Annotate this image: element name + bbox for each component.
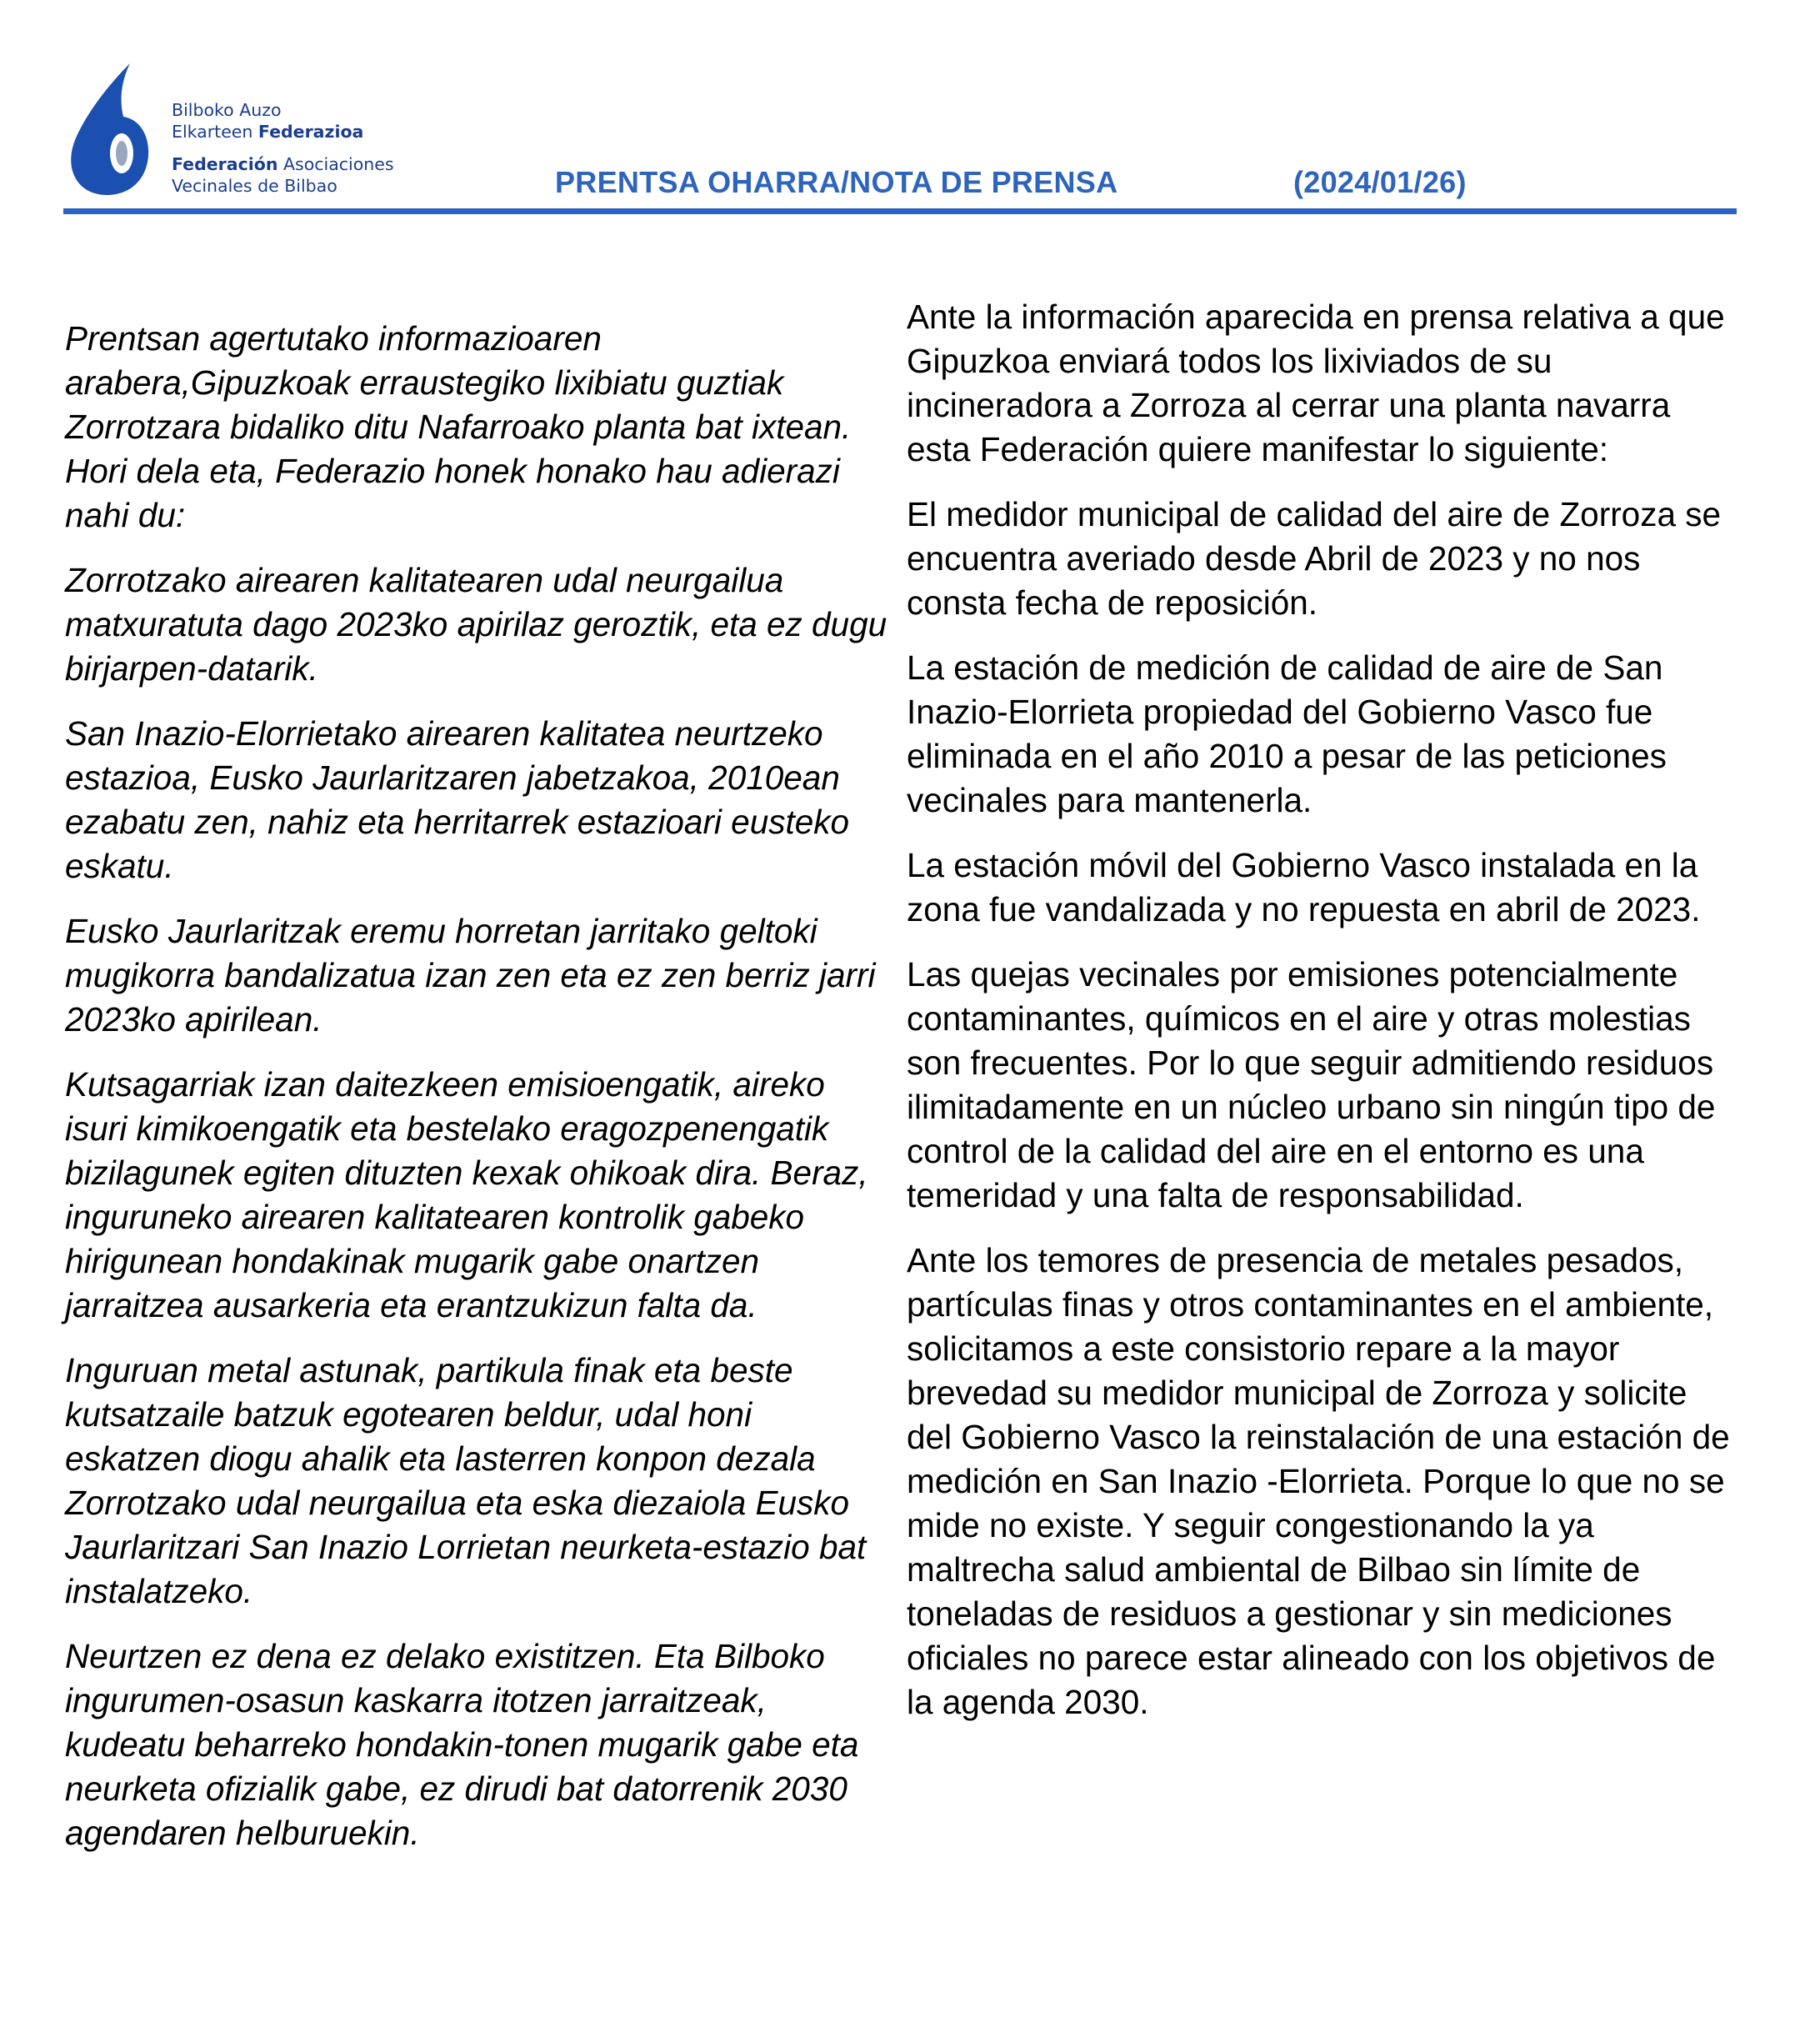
org-name-spanish-line2: Vecinales de Bilbao [172, 176, 338, 196]
org-name-basque-line2 [172, 123, 363, 141]
logo-outer-shape [71, 63, 148, 195]
org-name-basque-line2-bold: Federazioa [258, 122, 364, 142]
org-name-spanish-line1 [172, 156, 394, 173]
document-title: PRENTSA OHARRA/NOTA DE PRENSA [555, 165, 1118, 199]
basque-paragraph: Prentsan agertutako informazioaren arabera,Gipuzkoak erraustegiko lixibiatu guztiak Zorrotzara bidaliko ditu Nafarroako planta bat ixtean. Hori dela eta, Federazio honek honako hau adierazi nahi du: [65, 319, 852, 534]
spanish-paragraph: Ante los temores de presencia de metales pesados, partículas finas y otros contaminantes en el ambiente, solicitamos a este consistorio repare a la mayor brevedad su medidor municipal de Zorroza y solicite del Gobierno Vasco la reinstalación de una estación de medición en San Inazio -Elorrieta. Porque lo que no se mide no existe. Y seguir congestionando la ya maltrecha salud ambiental de Bilbao sin límite de toneladas de residuos a gestionar y sin mediciones oficiales no parece estar alineado con los objetivos de la agenda 2030. [907, 1241, 1730, 1721]
basque-paragraph: Inguruan metal astunak, partikula finak eta beste kutsatzaile batzuk egotearen beldur, udal honi eskatzen diogu ahalik eta lasterren konpon dezala Zorrotzako udal neurgailua eta eska diezaiola Eusko Jaurlaritzari San Inazio Lorrietan neurketa-estazio bat instalatzeko. [65, 1351, 867, 1610]
header-divider [63, 208, 1737, 214]
spanish-paragraph: La estación de medición de calidad de aire de San Inazio-Elorrieta propiedad del Gobierno Vasco fue eliminada en el año 2010 a pesar de las peticiones vecinales para mantenerla. [907, 648, 1667, 819]
spanish-column [907, 295, 1740, 1745]
basque-column [65, 317, 890, 1876]
spanish-paragraph: La estación móvil del Gobierno Vasco instalada en la zona fue vandalizada y no repuesta en abril de 2023. [907, 846, 1701, 928]
spanish-paragraph: El medidor municipal de calidad del aire de Zorroza se encuentra averiado desde Abril de 2023 y no nos consta fecha de reposición. [907, 495, 1722, 622]
spanish-paragraph: Ante la información aparecida en prensa relativa a que Gipuzkoa enviará todos los lixiviados de su incineradora a Zorroza al cerrar una planta navarra esta Federación quiere manifestar lo siguiente: [907, 298, 1725, 468]
basque-paragraph: Neurtzen ez dena ez delako existitzen. Eta Bilboko ingurumen-osasun kaskarra itotzen jarraitzeak, kudeatu beharreko hondakin-tonen mugarik gabe eta neurketa ofizialik gabe, ez dirudi bat datorrenik 2030 agendaren helburuekin. [65, 1637, 859, 1852]
federation-logo [68, 60, 152, 198]
basque-paragraph: Eusko Jaurlaritzak eremu horretan jarritako geltoki mugikorra bandalizatua izan zen eta ez zen berriz jarri 2023ko apirilean. [65, 912, 876, 1039]
org-name-spanish-line1-bold: Federación [172, 154, 278, 174]
basque-paragraph: Kutsagarriak izan daitezkeen emisioengatik, aireko isuri kimikoengatik eta bestelako eragozpenengatik bizilagunek egiten dituzten kexak ohikoak dira. Beraz, inguruneko airearen kalitatearen kontrolik gabeko hirigunean hondakinak mugarik gabe onartzen jarraitzea ausarkeria eta erantzukizun falta da. [65, 1065, 868, 1324]
org-name-basque-line1: Bilboko Auzo [172, 100, 282, 120]
org-name-basque-line2-regular: Elkarteen [172, 122, 258, 142]
org-name-spanish-line1-regular: Asociaciones [278, 154, 394, 174]
logo-inner-dot [116, 141, 128, 166]
basque-paragraph: San Inazio-Elorrietako airearen kalitatea neurtzeko estazioa, Eusko Jaurlaritzaren jabetzakoa, 2010ean ezabatu zen, nahiz eta herritarrek estazioari eusteko eskatu. [65, 714, 850, 885]
spanish-paragraph: Las quejas vecinales por emisiones potencialmente contaminantes, químicos en el aire y otras molestias son frecuentes. Por lo que seguir admitiendo residuos ilimitadamente en un núcleo urbano sin ningún tipo de control de la calidad del aire en el entorno es una temeridad y una falta de responsabilidad. [907, 955, 1716, 1214]
basque-paragraph: Zorrotzako airearen kalitatearen udal neurgailua matxuratuta dago 2023ko apirilaz geroztik, eta ez dugu birjarpen-datarik. [65, 561, 888, 688]
document-date: (2024/01/26) [1293, 165, 1467, 199]
